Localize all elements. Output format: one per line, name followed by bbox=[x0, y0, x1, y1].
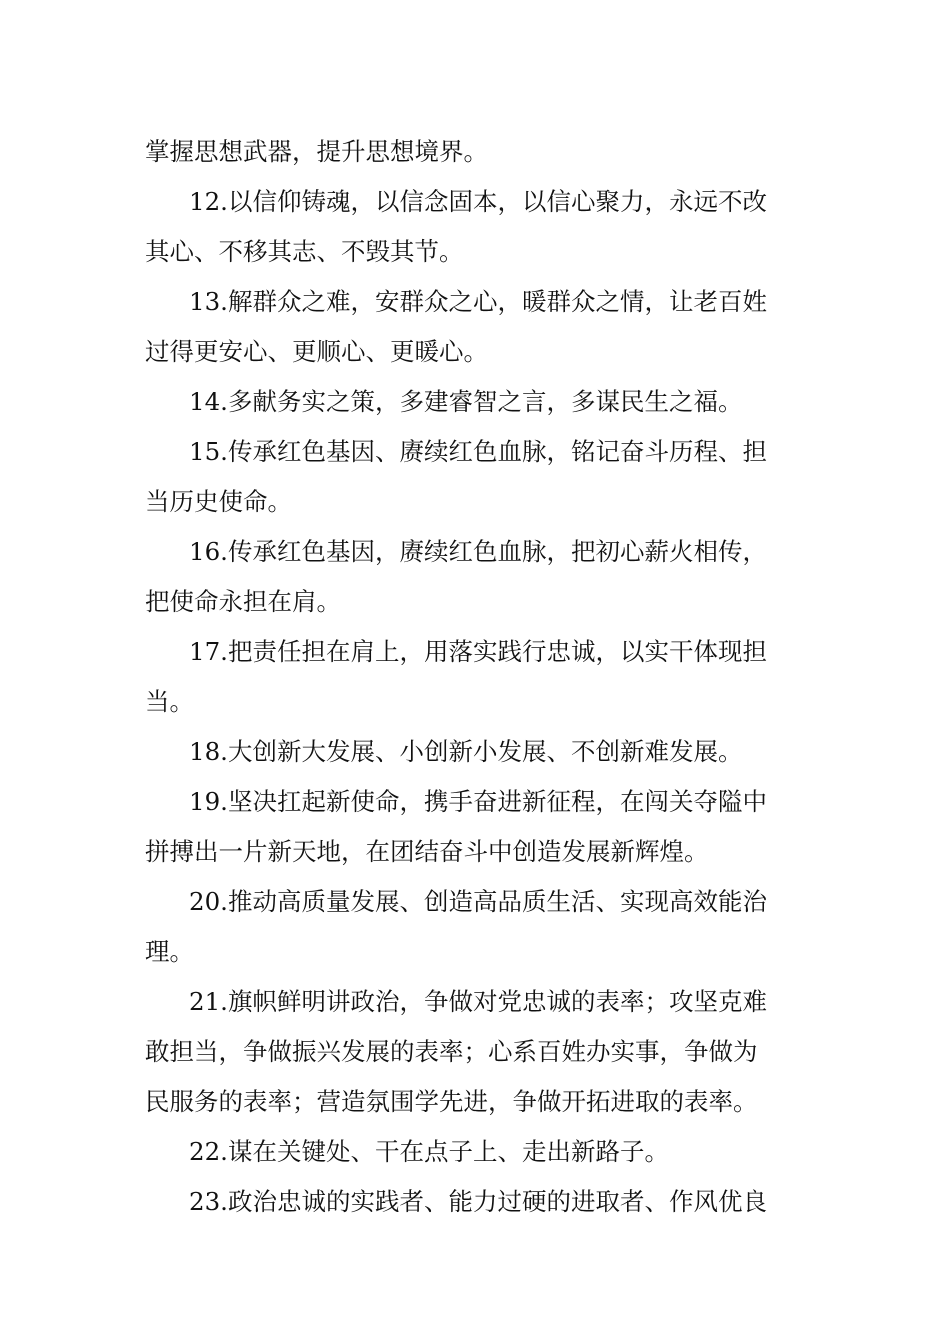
list-item-17: 17.把责任担在肩上，用落实践行忠诚，以实干体现担 bbox=[189, 637, 767, 666]
text-line: 拼搏出一片新天地，在团结奋斗中创造发展新辉煌。 bbox=[145, 837, 709, 866]
list-item-20: 20.推动高质量发展、创造高品质生活、实现高效能治 bbox=[189, 887, 767, 916]
text-line: 其心、不移其志、不毁其节。 bbox=[145, 237, 464, 266]
text-line: 掌握思想武器，提升思想境界。 bbox=[145, 137, 488, 166]
document-body bbox=[145, 127, 815, 1227]
text-line: 把使命永担在肩。 bbox=[145, 587, 341, 616]
list-item-21: 21.旗帜鲜明讲政治，争做对党忠诚的表率；攻坚克难 bbox=[189, 987, 767, 1016]
text-line: 敢担当，争做振兴发展的表率；心系百姓办实事，争做为 bbox=[145, 1037, 758, 1066]
text-line: 过得更安心、更顺心、更暖心。 bbox=[145, 337, 488, 366]
text-line: 当。 bbox=[145, 687, 194, 716]
list-item-12: 12.以信仰铸魂，以信念固本，以信心聚力，永远不改 bbox=[189, 187, 767, 216]
list-item-16: 16.传承红色基因，赓续红色血脉，把初心薪火相传， bbox=[189, 537, 767, 566]
list-item-23: 23.政治忠诚的实践者、能力过硬的进取者、作风优良 bbox=[189, 1187, 767, 1216]
text-line: 当历史使命。 bbox=[145, 487, 292, 516]
list-item-22: 22.谋在关键处、干在点子上、走出新路子。 bbox=[189, 1137, 669, 1166]
list-item-13: 13.解群众之难，安群众之心，暖群众之情，让老百姓 bbox=[189, 287, 767, 316]
text-line: 理。 bbox=[145, 937, 194, 966]
list-item-19: 19.坚决扛起新使命，携手奋进新征程，在闯关夺隘中 bbox=[189, 787, 767, 816]
list-item-18: 18.大创新大发展、小创新小发展、不创新难发展。 bbox=[189, 737, 743, 766]
list-item-15: 15.传承红色基因、赓续红色血脉，铭记奋斗历程、担 bbox=[189, 437, 767, 466]
text-line: 民服务的表率；营造氛围学先进，争做开拓进取的表率。 bbox=[145, 1087, 758, 1116]
list-item-14: 14.多献务实之策，多建睿智之言，多谋民生之福。 bbox=[189, 387, 743, 416]
